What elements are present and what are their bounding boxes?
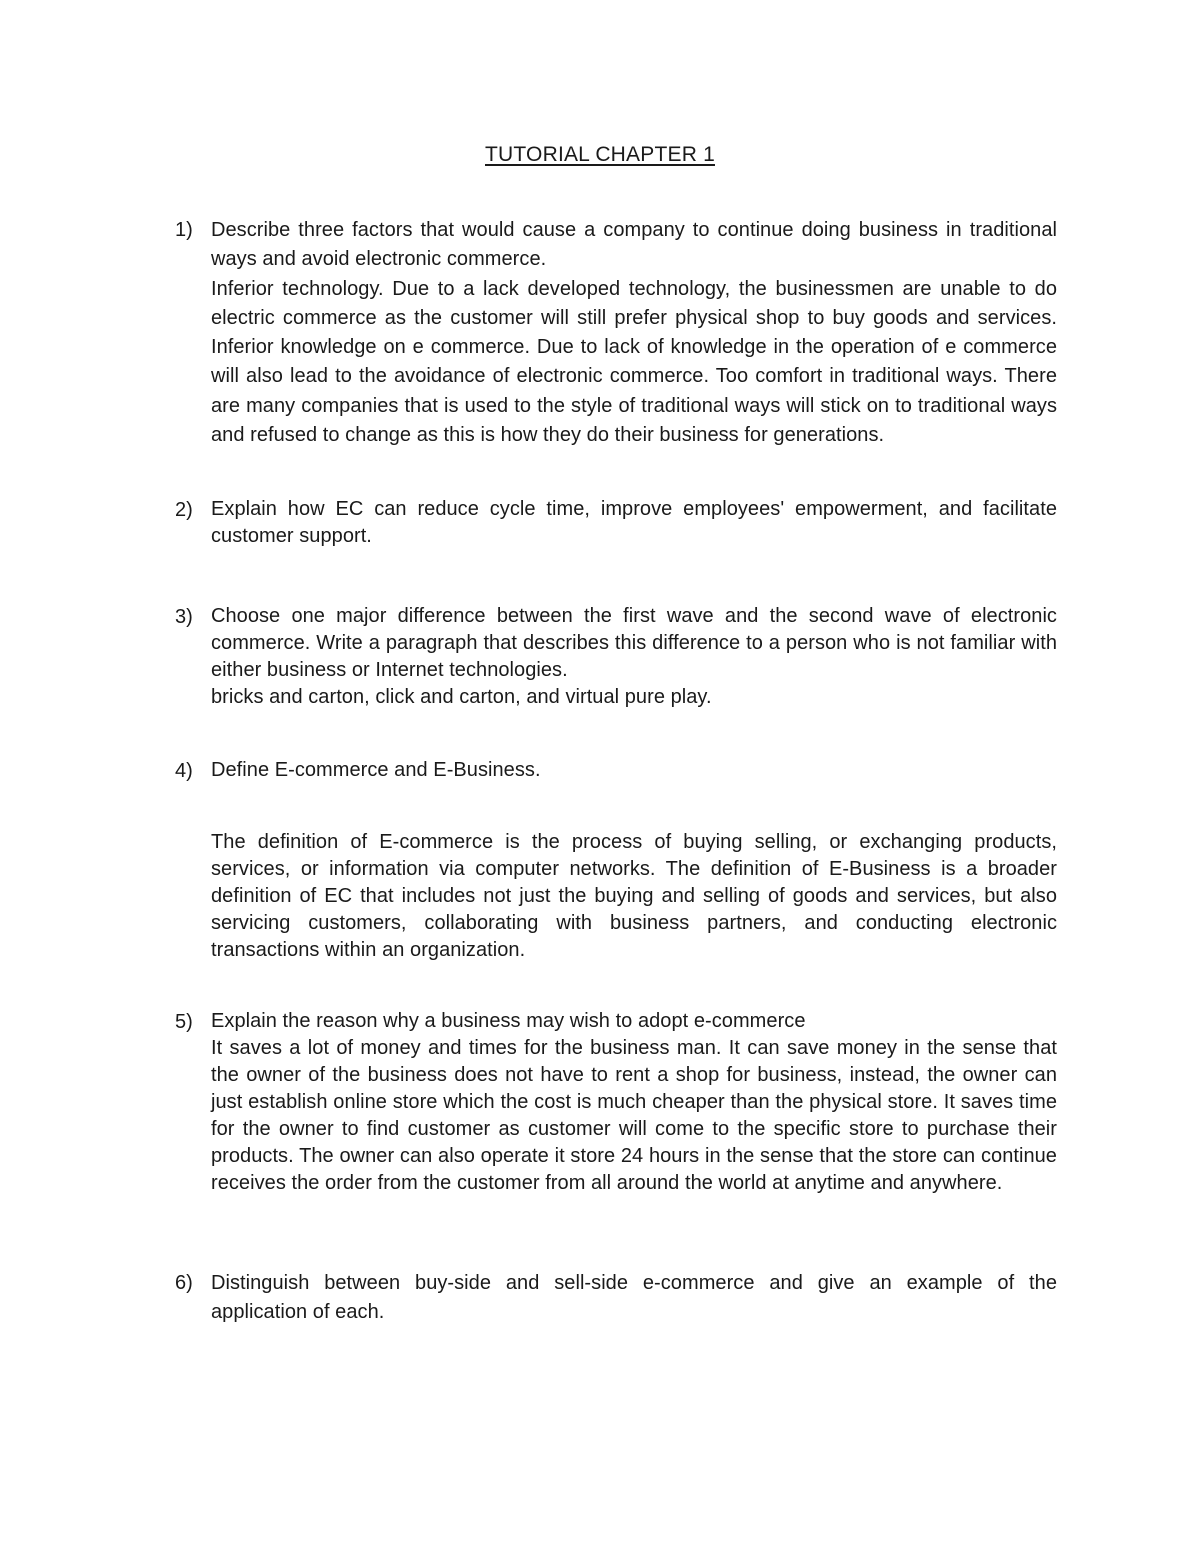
answer-text: Inferior technology. Due to a lack developed technology, the businessmen are unable to do electric commerce as the customer will still prefer physical shop to buy goods and services. Inferior knowledge on e commerce. Due to lack of knowledge in the operation of e commerce will also lead to the avoidance of electronic commerce. Too comfort in traditional ways. There are many companies that is used to the style of traditional ways will stick on to traditional ways and refused to change as this is how they do their business for generations. <box>211 277 1057 447</box>
question-text: Distinguish between buy-side and sell-side e-commerce and give an example of the application of each. <box>211 1272 1057 1324</box>
question-text: Define E-commerce and E-Business. <box>211 759 541 781</box>
question-number: 2) <box>175 499 193 521</box>
question-text: Explain how EC can reduce cycle time, improve employees' empowerment, and facilitate customer support. <box>211 498 1057 547</box>
page-title: TUTORIAL CHAPTER 1 <box>485 143 715 166</box>
question-number: 4) <box>175 760 193 782</box>
question-text: Describe three factors that would cause a company to continue doing business in traditional ways and avoid electronic commerce. <box>211 219 1057 271</box>
question-number: 1) <box>175 219 193 241</box>
answer-text: The definition of E-commerce is the process of buying selling, or exchanging products, services, or information via computer networks. The definition of E-Business is a broader definition of EC that includes not just the buying and selling of goods and services, but also servicing customers, collaborating with business partners, and conducting electronic transactions within an organization. <box>211 831 1057 961</box>
question-number: 3) <box>175 606 193 628</box>
question-text: Explain the reason why a business may wish to adopt e-commerce <box>211 1010 806 1032</box>
answer-text: bricks and carton, click and carton, and virtual pure play. <box>211 686 712 708</box>
question-text: Choose one major difference between the first wave and the second wave of electronic commerce. Write a paragraph that describes this difference to a person who is not familiar with either business or Internet technologies. <box>211 605 1057 681</box>
answer-text: It saves a lot of money and times for the business man. It can save money in the sense that the owner of the business does not have to rent a shop for business, instead, the owner can just establish online store which the cost is much cheaper than the physical store. It saves time for the owner to find customer as customer will come to the specific store to purchase their products. The owner can also operate it store 24 hours in the sense that the store can continue receives the order from the customer from all around the world at anytime and anywhere. <box>211 1037 1057 1194</box>
question-number: 5) <box>175 1011 193 1033</box>
question-number: 6) <box>175 1272 193 1294</box>
